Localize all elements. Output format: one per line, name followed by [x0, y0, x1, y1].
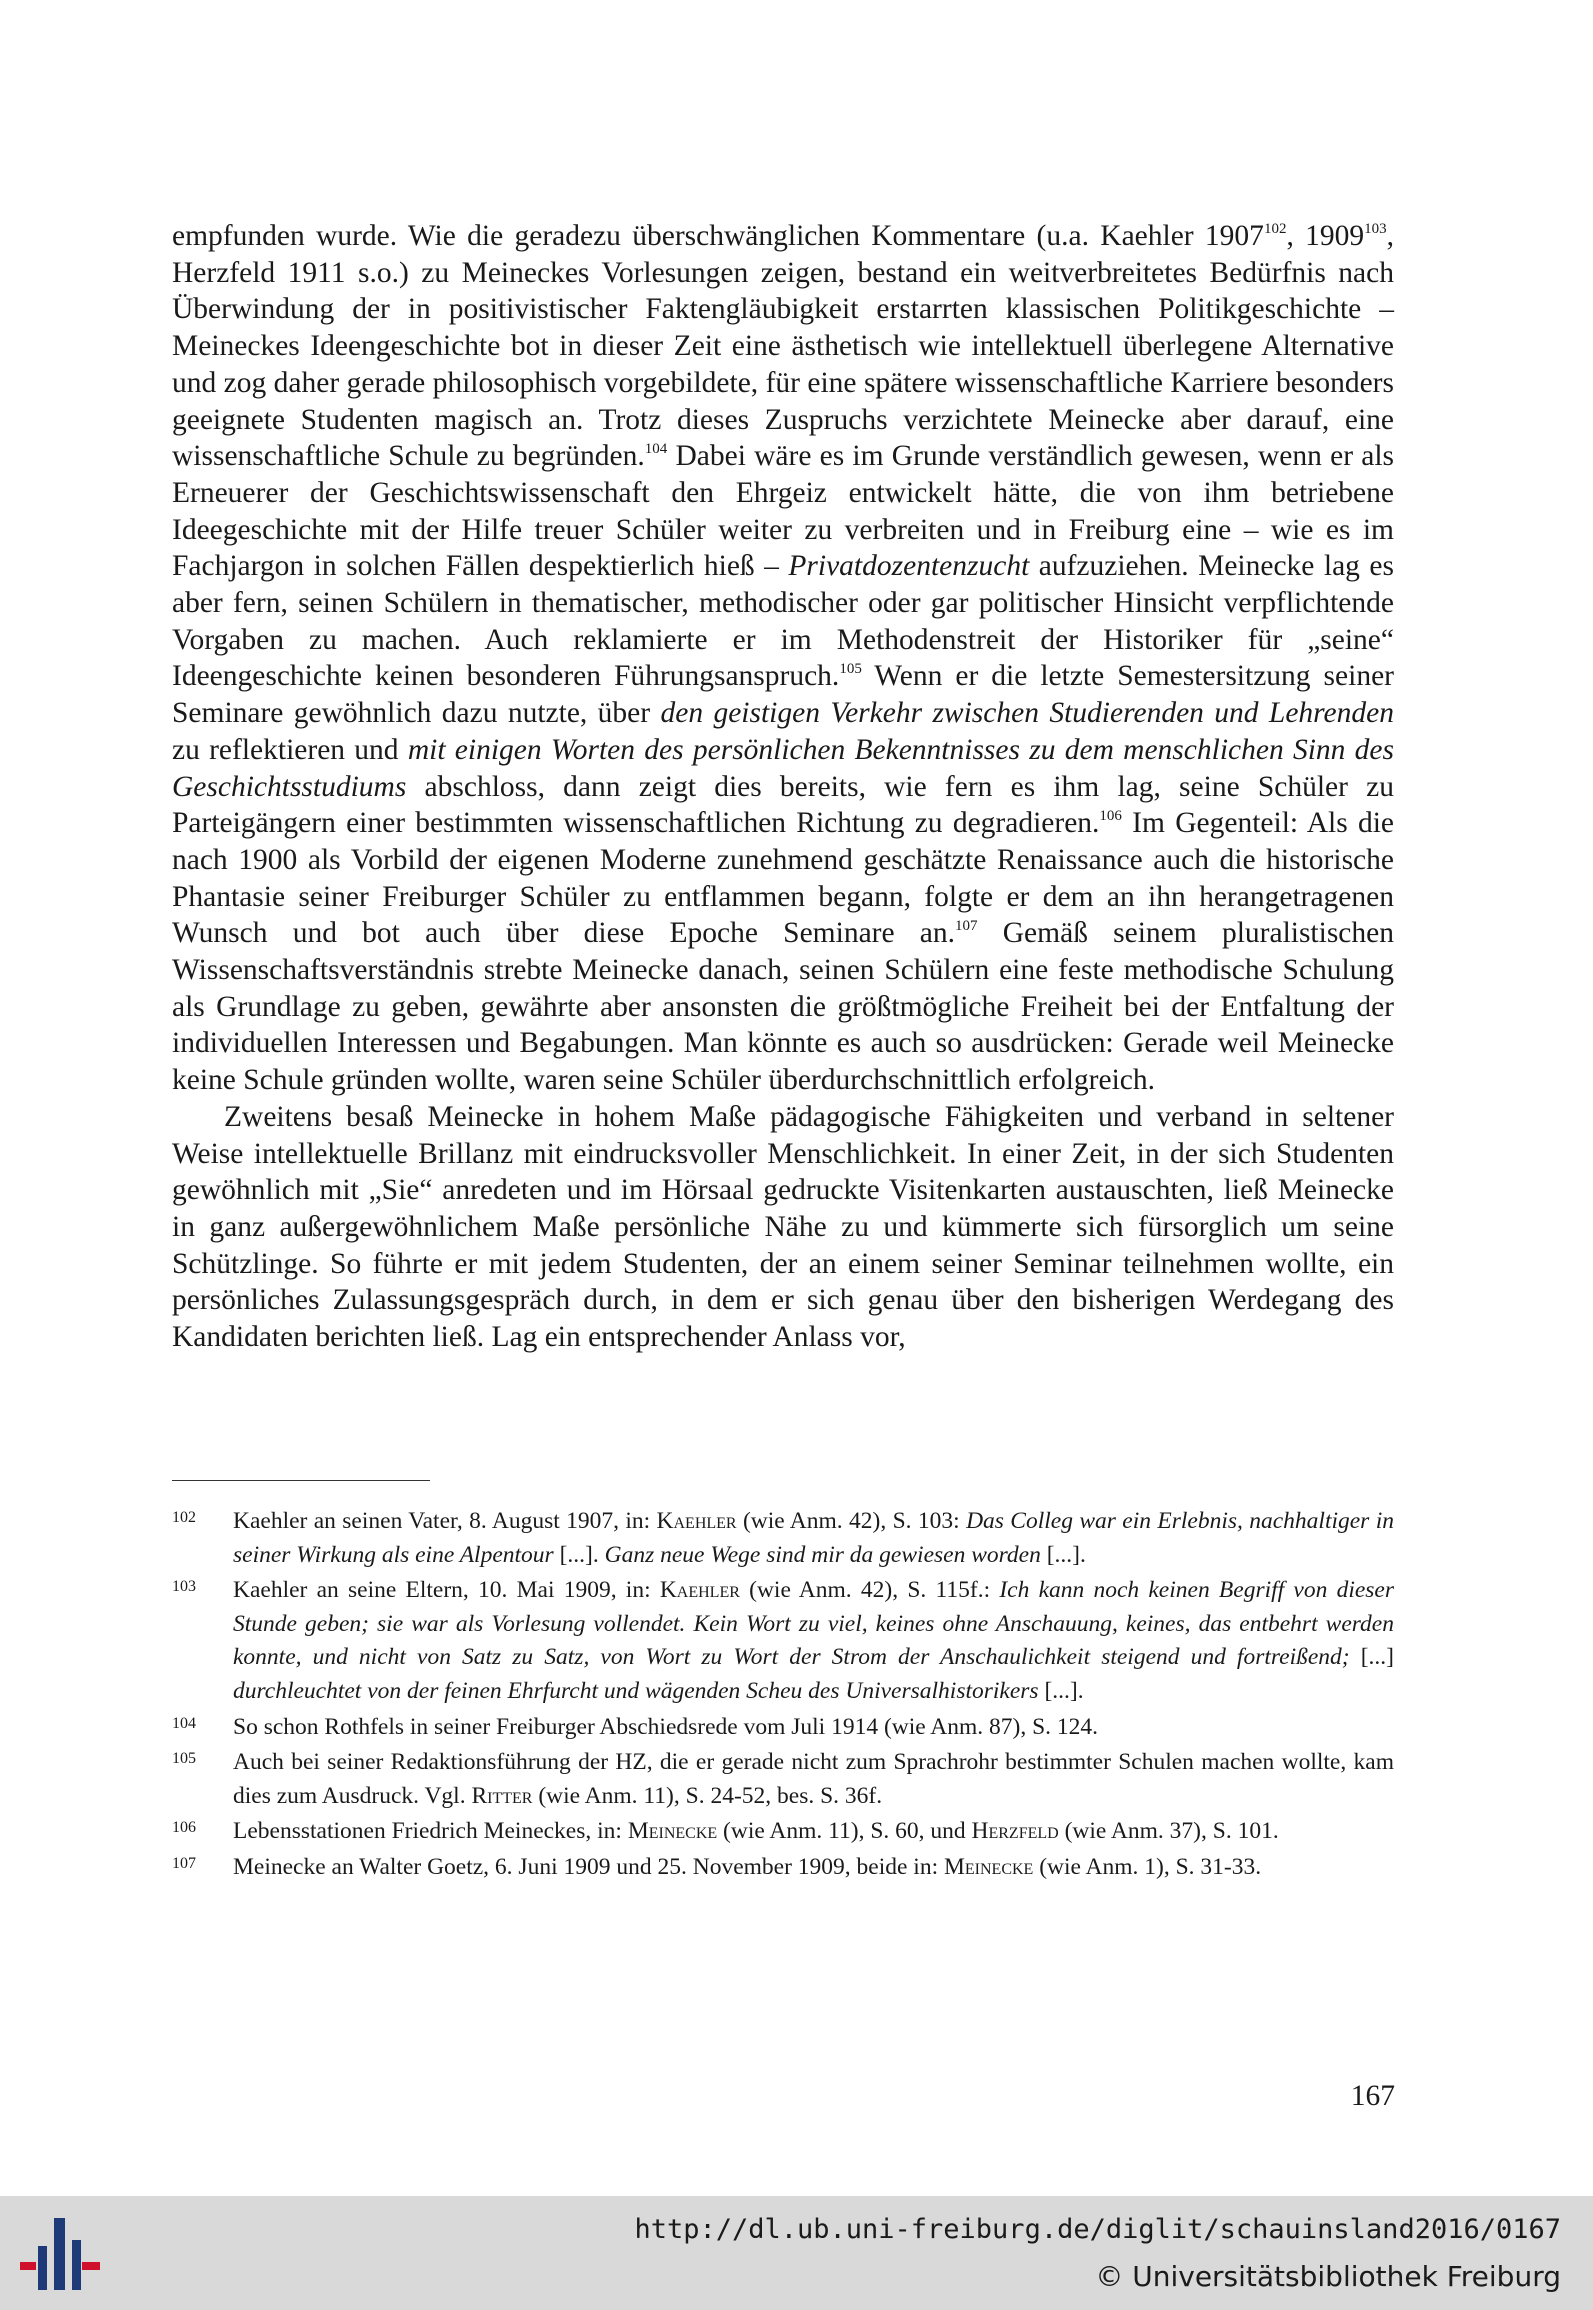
footnote-105: 105 Auch bei seiner Redaktionsführung der HZ, die er gerade nicht zum Sprachrohr bestimmter Schulen machen wollte, kam dies zum Ausdruck. Vgl. Ritter (wie Anm. 11), S. 24-52, bes. S. 36f.	[172, 1746, 1394, 1813]
footnote-ref-103[interactable]: 103	[1364, 221, 1387, 237]
paragraph-1: empfunden wurde. Wie die geradezu überschwänglichen Kommentare (u.a. Kaehler 1907$^{102}$, 1909$^{103}$, Herzfeld 1911 s.o.) zu Meineckes Vorlesungen zeigen, bestand ein weitverbreitetes Bedürfnis nach Überwindung der in positivistischer Faktengläubigkeit erstarrten klassischen Politikgeschichte – Meineckes Ideengeschichte bot in dieser Zeit eine ästhetisch wie intellektuell überlegene Alternative und zog daher gerade philosophisch vorgebildete, für eine spätere wissenschaftliche Karriere besonders geeignete Studenten magisch an. Trotz dieses Zuspruchs verzichtete Meinecke aber darauf, eine wissenschaftliche Schule zu begründen.$^{104}$ Dabei wäre es im Grunde verständlich gewesen, wenn er als Erneuerer der Geschichtswissenschaft den Ehrgeiz entwickelt hätte, die von ihm betriebene Ideegeschichte mit der Hilfe treuer Schüler weiter zu verbreiten und in Freiburg eine – wie es im Fachjargon in solchen Fällen despektierlich hieß – Privatdozentenzucht aufzuziehen. Meinecke lag es aber fern, seinen Schülern in thematischer, methodischer oder gar politischer Hinsicht verpflichtende Vorgaben zu machen. Auch reklamierte er im Methodenstreit der Historiker für „seine“ Ideengeschichte keinen besonderen Führungsanspruch.$^{105}$ Wenn er die letzte Semestersitzung seiner Seminare gewöhnlich dazu nutzte, über den geistigen Verkehr zwischen Studierenden und Lehrenden zu reflektieren und mit einigen Worten des persönlichen Bekenntnisses zu dem menschlichen Sinn des Geschichtsstudiums abschloss, dann zeigt dies bereits, wie fern es ihm lag, seine Schüler zu Parteigängern einer bestimmten wissenschaftlichen Richtung zu degradieren.$^{106}$ Im Gegenteil: Als die nach 1900 als Vorbild der eigenen Moderne zunehmend geschätzte Renaissance auch die historische Phantasie seiner Freiburger Schüler zu entflammen begann, folgte er dem an ihn herangetragenen Wunsch und bot auch über diese Epoche Seminare an.$^{107}$ Gemäß seinem pluralistischen Wissenschaftsverständnis strebte Meinecke danach, seinen Schülern eine feste methodische Schulung als Grundlage zu geben, gewährte aber ansonsten die größtmögliche Freiheit bei der Entfaltung der individuellen Interessen und Begabungen. Man könnte es auch so ausdrücken: Gerade weil Meinecke keine Schule gründen wollte, waren seine Schüler überdurchschnittlich erfolgreich.	[172, 220, 1395, 1097]
footnote-number: 102	[172, 1509, 196, 1526]
footer-copyright: © Universitätsbibliothek Freiburg	[1095, 2260, 1561, 2293]
footnote-number: 104	[172, 1714, 196, 1732]
footnote-106: 106 Lebensstationen Friedrich Meineckes, in: Meinecke (wie Anm. 11), S. 60, und Herzfeld (wie Anm. 37), S. 101.	[172, 1815, 1394, 1849]
footnote-ref-102[interactable]: 102	[1263, 221, 1287, 237]
footer-bar	[0, 2196, 1593, 2310]
paragraph-2: Zweitens besaß Meinecke in hohem Maße pädagogische Fähigkeiten und verband in seltener Weise intellektuelle Brillanz mit eindrucksvoller Menschlichkeit. In einer Zeit, in der sich Studenten gewöhnlich mit „Sie“ anredeten und im Hörsaal gedruckte Visitenkarten austauschten, ließ Meinecke in ganz außergewöhnlichem Maße persönliche Nähe zu und kümmerte sich fürsorglich um seine Schützlinge. So führte er mit jedem Studenten, der an einem seiner Seminar teilnehmen wollte, ein persönliches Zulassungsgespräch durch, in dem er sich genau über den bisherigen Werdegang des Kandidaten berichten ließ. Lag ein entsprechender Anlass vor,	[172, 1100, 1394, 1354]
main-text	[172, 218, 1394, 1356]
footnote-separator	[172, 1480, 430, 1481]
footnotes	[172, 1505, 1394, 1887]
footnote-104: 104 So schon Rothfels in seiner Freiburger Abschiedsrede vom Juli 1914 (wie Anm. 87), S. 124.	[172, 1711, 1394, 1745]
footnote-102: 102 Kaehler an seinen Vater, 8. August 1907, in: Kaehler (wie Anm. 42), S. 103: Das Colleg war ein Erlebnis, nachhaltiger in seiner Wirkung als eine Alpentour [...]. Ganz neue Wege sind mir da gewiesen worden [...].	[172, 1505, 1394, 1572]
ub-freiburg-logo-icon	[18, 2212, 102, 2296]
footnote-ref-104[interactable]: 104	[644, 441, 668, 458]
footnote-107: 107 Meinecke an Walter Goetz, 6. Juni 1909 und 25. November 1909, beide in: Meinecke (wie Anm. 1), S. 31-33.	[172, 1851, 1394, 1885]
footnote-number: 103	[172, 1578, 196, 1596]
footnote-ref-105[interactable]: 105	[839, 661, 862, 678]
footnote-ref-107[interactable]: 107	[955, 918, 978, 935]
footnote-103: 103 Kaehler an seine Eltern, 10. Mai 1909, in: Kaehler (wie Anm. 42), S. 115f.: Ich kann noch keinen Begriff von dieser Stunde geben; sie war als Vorlesung vollendet. Kein Wort zu viel, keines ohne Anschauung, keines, das entbehrt werden konnte, und nicht von Satz zu Satz, von Wort zu Wort der Strom der Anschaulichkeit steigend und fortreißend; [...] durchleuchtet von der feinen Ehrfurcht und wägenden Scheu des Universalhistorikers [...].	[172, 1574, 1394, 1708]
footnote-ref-106[interactable]: 106	[1099, 808, 1122, 825]
footnote-number: 105	[172, 1750, 196, 1768]
footnote-number: 106	[172, 1819, 196, 1837]
footer-url-link[interactable]: http://dl.ub.uni-freiburg.de/diglit/schauinsland2016/0167	[634, 2214, 1561, 2245]
footnote-number: 107	[172, 1854, 196, 1872]
page-number: 167	[1350, 2080, 1395, 2112]
